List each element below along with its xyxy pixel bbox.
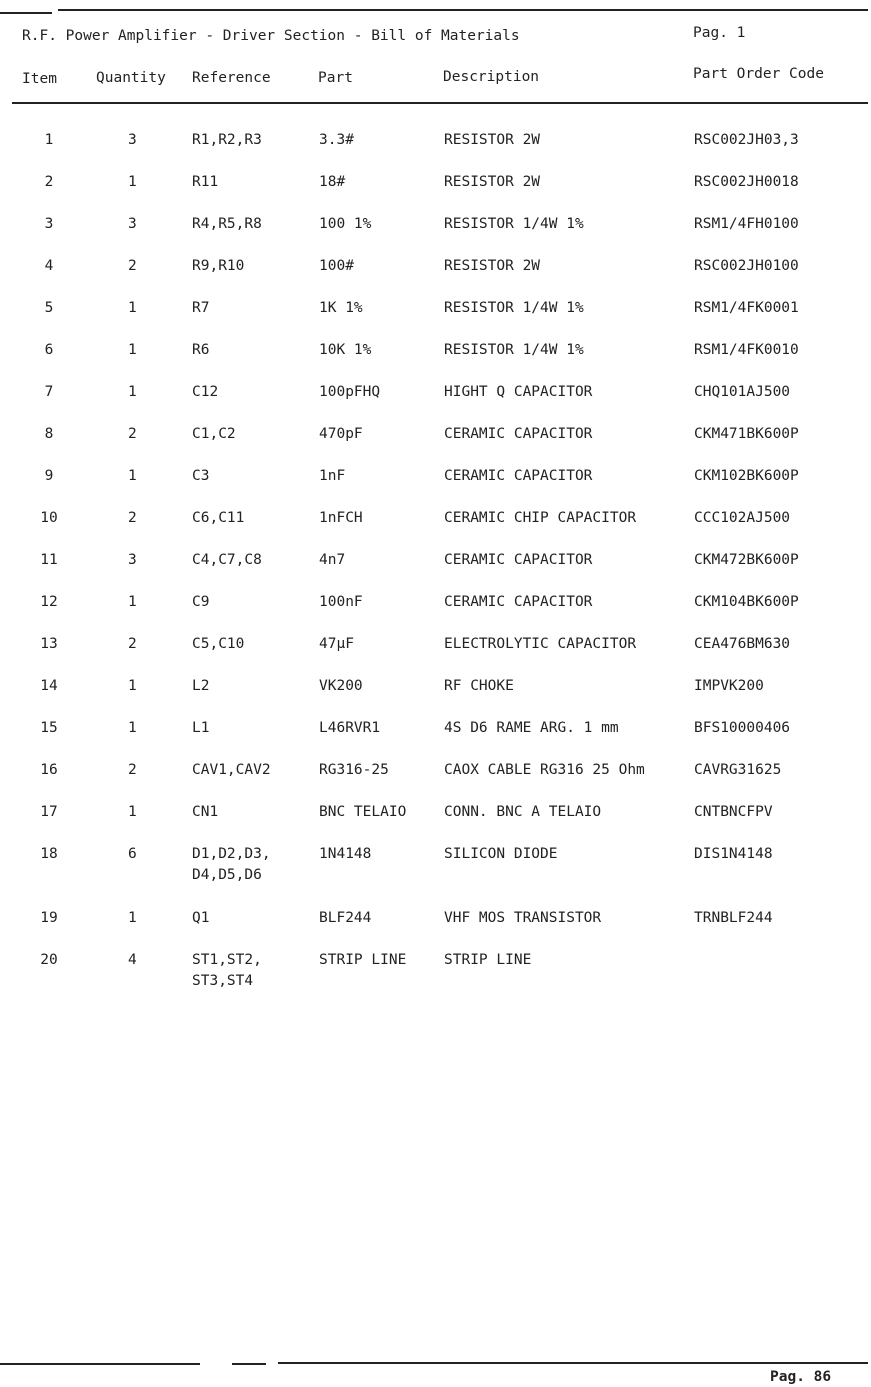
bom-part: 10K 1% [319,342,372,358]
bom-order-code: CHQ101AJ500 [694,384,791,400]
bom-description: CERAMIC CAPACITOR [444,552,593,568]
column-header-description: Description [443,69,540,85]
bom-order-code: BFS10000406 [694,720,791,736]
bom-quantity: 2 [128,258,137,274]
bom-quantity: 1 [128,804,137,820]
bom-reference: C1,C2 [192,426,236,442]
bom-reference: CN1 [192,804,219,820]
bom-part: 100nF [319,594,363,610]
bom-description: RESISTOR 2W [444,174,541,190]
table-row [0,718,871,740]
bom-quantity: 1 [128,594,137,610]
bom-order-code: CKM104BK600P [694,594,799,610]
bom-order-code: DIS1N4148 [694,846,773,862]
footer-page-number: Pag. 86 [770,1369,832,1385]
bom-reference: Q1 [192,910,210,926]
bom-part: 100 1% [319,216,372,232]
bom-item-number: 5 [44,300,54,316]
header-rule [12,102,868,104]
bom-item-number: 13 [40,636,58,652]
bom-order-code: RSC002JH0018 [694,174,799,190]
bom-reference: L1 [192,720,210,736]
bom-description: RF CHOKE [444,678,514,694]
bom-part: 1K 1% [319,300,363,316]
bom-reference: R7 [192,300,210,316]
bom-order-code: CNTBNCFPV [694,804,773,820]
bom-order-code: TRNBLF244 [694,910,773,926]
bom-reference-continued: ST3,ST4 [192,973,254,989]
table-row [0,802,871,824]
bom-reference: R6 [192,342,210,358]
bom-order-code: RSM1/4FK0010 [694,342,799,358]
bom-part: VK200 [319,678,363,694]
top-rule [58,9,868,11]
column-header-item: Item [22,71,57,87]
bom-quantity: 1 [128,342,137,358]
bom-quantity: 6 [128,846,137,862]
bom-quantity: 1 [128,384,137,400]
table-row [0,550,871,572]
bom-description: CERAMIC CHIP CAPACITOR [444,510,637,526]
bom-part: 100pFHQ [319,384,381,400]
bom-quantity: 1 [128,910,137,926]
bom-part: BNC TELAIO [319,804,407,820]
table-row [0,908,871,930]
top-rule [0,12,52,14]
bom-description: HIGHT Q CAPACITOR [444,384,593,400]
bom-order-code: CCC102AJ500 [694,510,791,526]
bom-order-code: RSM1/4FK0001 [694,300,799,316]
bom-part: 1N4148 [319,846,372,862]
page-label: Pag. 1 [693,25,746,41]
table-row [0,130,871,152]
bom-item-number: 16 [40,762,58,778]
bom-quantity: 1 [128,678,137,694]
table-row [0,382,871,404]
bom-part: BLF244 [319,910,372,926]
bom-item-number: 2 [44,174,54,190]
bom-item-number: 4 [44,258,54,274]
bom-quantity: 3 [128,552,137,568]
bom-item-number: 3 [44,216,54,232]
table-row [0,424,871,446]
footer-rule [278,1362,868,1364]
bom-order-code: CKM471BK600P [694,426,799,442]
bom-description: RESISTOR 1/4W 1% [444,342,584,358]
column-header-quantity: Quantity [96,70,166,86]
bom-item-number: 7 [44,384,54,400]
bom-reference: C12 [192,384,219,400]
bom-description: VHF MOS TRANSISTOR [444,910,602,926]
bom-part: 4n7 [319,552,346,568]
bom-item-number: 17 [40,804,58,820]
bom-part: 1nFCH [319,510,363,526]
bom-part: 1nF [319,468,346,484]
bom-reference: L2 [192,678,210,694]
bom-item-number: 11 [40,552,58,568]
bom-reference: C5,C10 [192,636,245,652]
bom-reference: R9,R10 [192,258,245,274]
bom-description: RESISTOR 1/4W 1% [444,300,584,316]
table-row [0,172,871,194]
bom-description: 4S D6 RAME ARG. 1 mm [444,720,619,736]
bom-order-code: RSM1/4FH0100 [694,216,799,232]
bom-item-number: 12 [40,594,58,610]
bom-part: 100# [319,258,354,274]
bom-description: CAOX CABLE RG316 25 Ohm [444,762,645,778]
bom-quantity: 1 [128,300,137,316]
bom-description: RESISTOR 2W [444,132,541,148]
bom-description: ELECTROLYTIC CAPACITOR [444,636,637,652]
bom-reference: C4,C7,C8 [192,552,262,568]
bom-description: CERAMIC CAPACITOR [444,594,593,610]
bom-item-number: 6 [44,342,54,358]
bom-quantity: 2 [128,636,137,652]
bom-quantity: 1 [128,468,137,484]
bom-reference: ST1,ST2, [192,952,262,968]
bom-reference: R11 [192,174,219,190]
bom-order-code: CAVRG31625 [694,762,782,778]
bom-quantity: 4 [128,952,137,968]
table-row [0,256,871,278]
bom-reference: CAV1,CAV2 [192,762,271,778]
table-row [0,676,871,698]
table-row [0,760,871,782]
bom-description: STRIP LINE [444,952,532,968]
bom-reference-continued: D4,D5,D6 [192,867,262,883]
bom-part: L46RVR1 [319,720,381,736]
bom-item-number: 14 [40,678,58,694]
table-row [0,592,871,614]
bom-part: 470pF [319,426,363,442]
table-row [0,214,871,236]
bom-quantity: 2 [128,426,137,442]
bom-part: STRIP LINE [319,952,407,968]
table-row [0,634,871,656]
bom-item-number: 19 [40,910,58,926]
column-header-reference: Reference [192,70,271,86]
bom-order-code: CKM472BK600P [694,552,799,568]
bom-item-number: 18 [40,846,58,862]
bom-order-code: RSC002JH0100 [694,258,799,274]
bom-description: CONN. BNC A TELAIO [444,804,602,820]
table-row [0,466,871,488]
bom-reference: R4,R5,R8 [192,216,262,232]
footer-rule [232,1363,266,1365]
table-row [0,298,871,320]
bom-reference: R1,R2,R3 [192,132,262,148]
bom-quantity: 2 [128,510,137,526]
bom-item-number: 10 [40,510,58,526]
bom-part: 18# [319,174,346,190]
bom-item-number: 20 [40,952,58,968]
footer-rule [0,1363,200,1365]
bom-quantity: 2 [128,762,137,778]
bom-order-code: CEA476BM630 [694,636,791,652]
column-header-order-code: Part Order Code [693,66,824,82]
table-row [0,950,871,989]
bom-item-number: 9 [44,468,54,484]
bom-part: RG316-25 [319,762,389,778]
bom-quantity: 1 [128,720,137,736]
bom-description: SILICON DIODE [444,846,558,862]
bom-item-number: 8 [44,426,54,442]
bom-description: CERAMIC CAPACITOR [444,426,593,442]
bom-item-number: 1 [44,132,54,148]
bom-reference: C6,C11 [192,510,245,526]
bom-reference: D1,D2,D3, [192,846,271,862]
table-row [0,508,871,530]
bom-reference: C3 [192,468,210,484]
column-header-part: Part [318,70,353,86]
bom-quantity: 3 [128,132,137,148]
table-row [0,340,871,362]
bom-reference: C9 [192,594,210,610]
bom-quantity: 1 [128,174,137,190]
bom-order-code: IMPVK200 [694,678,764,694]
bom-description: RESISTOR 1/4W 1% [444,216,584,232]
bom-quantity: 3 [128,216,137,232]
bom-part: 47µF [319,636,354,652]
bom-description: CERAMIC CAPACITOR [444,468,593,484]
bom-order-code: CKM102BK600P [694,468,799,484]
bom-order-code: RSC002JH03,3 [694,132,799,148]
bom-item-number: 15 [40,720,58,736]
table-row [0,844,871,883]
document-title: R.F. Power Amplifier - Driver Section - Bill of Materials [22,28,520,44]
bom-part: 3.3# [319,132,354,148]
bom-description: RESISTOR 2W [444,258,541,274]
